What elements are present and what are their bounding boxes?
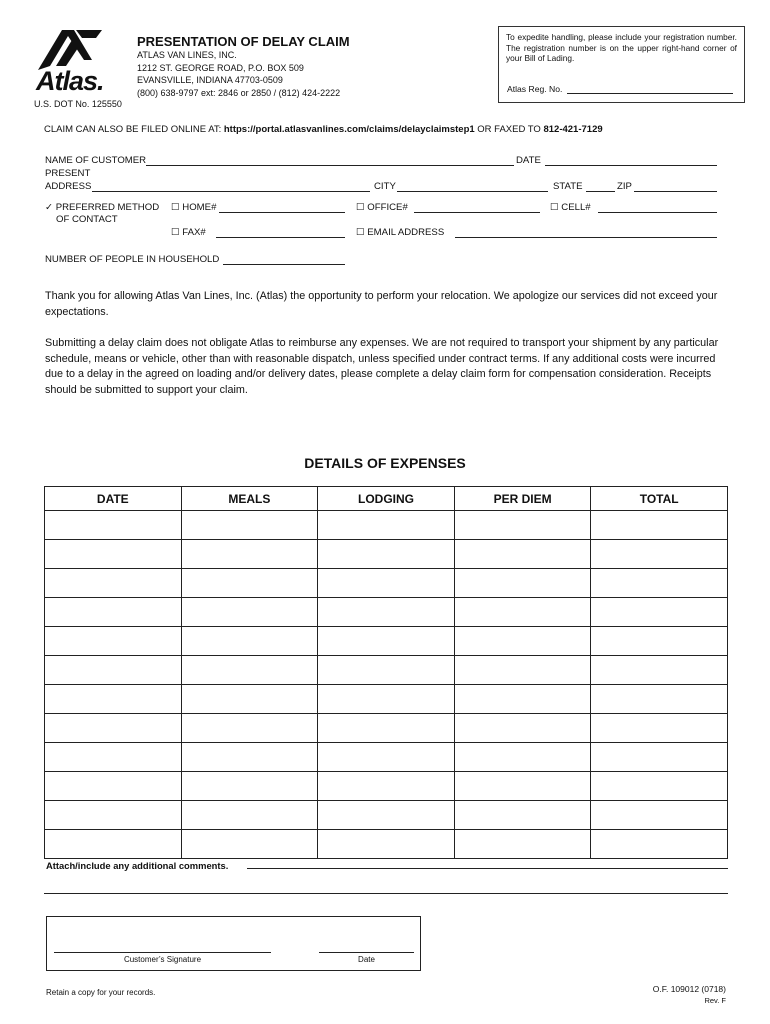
preferred-method [45, 202, 159, 213]
comments-line-2[interactable] [44, 893, 728, 894]
revision: Rev. F [704, 996, 726, 1005]
home-phone-field[interactable] [219, 212, 345, 213]
expense-cell[interactable] [454, 511, 591, 540]
company-street: 1212 ST. GEORGE ROAD, P.O. BOX 509 [137, 62, 304, 73]
registration-instructions: To expedite handling, please include your registration number. The registration number is on the upper right-hand corner of your Bill of Lading. [506, 32, 737, 63]
table-row [45, 743, 728, 772]
signature-label: Customer’s Signature [123, 955, 202, 964]
state-field[interactable] [586, 191, 615, 192]
expense-cell[interactable] [591, 801, 728, 830]
expense-cell[interactable] [181, 772, 318, 801]
expenses-title: DETAILS OF EXPENSES [304, 455, 466, 471]
state-label: STATE [553, 181, 583, 192]
claim-url-link[interactable]: https://portal.atlasvanlines.com/claims/delayclaimstep1 [223, 124, 475, 135]
expense-cell[interactable] [591, 743, 728, 772]
table-row [45, 685, 728, 714]
office-label: OFFICE# [367, 202, 408, 213]
office-checkbox[interactable]: ☐ [356, 202, 365, 213]
expense-cell[interactable] [45, 801, 182, 830]
thanks-paragraph: Thank you for allowing Atlas Van Lines, Inc. (Atlas) the opportunity to perform your relocation. We apologize our services did not exceed your expectations. [45, 290, 718, 318]
cell-label: CELL# [561, 202, 591, 213]
registration-box [498, 26, 745, 103]
online-middle: OR FAXED TO [477, 124, 541, 135]
expense-cell[interactable] [454, 569, 591, 598]
expense-cell[interactable] [181, 656, 318, 685]
reg-number-label: Atlas Reg. No. [507, 84, 563, 94]
expense-cell[interactable] [318, 511, 455, 540]
home-option [171, 202, 216, 213]
atlas-logo-text: Atlas. [36, 66, 104, 96]
signature-date-field[interactable] [319, 952, 414, 953]
expense-cell[interactable] [45, 540, 182, 569]
preferred-label: PREFERRED METHOD [55, 202, 160, 213]
fax-checkbox[interactable]: ☐ [171, 227, 180, 238]
date-label: DATE [516, 155, 541, 166]
expense-cell[interactable] [591, 656, 728, 685]
email-field[interactable] [455, 237, 717, 238]
expense-cell[interactable] [454, 540, 591, 569]
address-field[interactable] [92, 191, 370, 192]
company-city: EVANSVILLE, INDIANA 47703-0509 [137, 75, 283, 85]
expense-cell[interactable] [591, 540, 728, 569]
comments-label: Attach/include any additional comments. [46, 860, 229, 871]
email-checkbox[interactable]: ☐ [356, 227, 365, 238]
table-row [45, 569, 728, 598]
expense-cell[interactable] [591, 627, 728, 656]
fax-number: 812-421-7129 [543, 124, 603, 135]
expense-cell[interactable] [45, 569, 182, 598]
expense-cell[interactable] [318, 714, 455, 743]
expense-cell[interactable] [181, 598, 318, 627]
date-field[interactable] [545, 165, 717, 166]
fax-label: FAX# [182, 227, 206, 238]
expense-cell[interactable] [181, 830, 318, 859]
cell-option [550, 202, 591, 213]
expense-cell[interactable] [181, 511, 318, 540]
retain-note: Retain a copy for your records. [46, 988, 156, 997]
expense-cell[interactable] [318, 598, 455, 627]
company-address [137, 49, 340, 99]
city-label: CITY [374, 181, 396, 192]
name-label: NAME OF CUSTOMER [45, 155, 147, 166]
expense-cell[interactable] [181, 714, 318, 743]
zip-label: ZIP [617, 181, 632, 192]
cell-phone-field[interactable] [598, 212, 717, 213]
fax-field[interactable] [216, 237, 345, 238]
address-label: ADDRESS [45, 181, 92, 192]
table-row [45, 830, 728, 859]
expense-cell[interactable] [45, 772, 182, 801]
office-option [356, 202, 408, 213]
disclaimer-paragraph: Submitting a delay claim does not obligate Atlas to reimburse any expenses. We are not required to transport your shipment by any particular schedule, means or vehicle, other than with reasonable dispatch, unless specified under contract terms. If any additional costs were incurred due to a delay in the agreed on loading and/or delivery dates, please complete a delay claim form for compensation consideration. Receipts should be submitted to support your claim. [45, 337, 719, 396]
expense-cell[interactable] [45, 598, 182, 627]
expense-cell[interactable] [454, 714, 591, 743]
table-row [45, 772, 728, 801]
expense-cell[interactable] [45, 627, 182, 656]
expense-cell[interactable] [181, 801, 318, 830]
expense-cell[interactable] [318, 656, 455, 685]
reg-number-field[interactable] [567, 93, 733, 94]
company-phones: (800) 638-9797 ext: 2846 or 2850 / (812) 424-2222 [137, 87, 341, 98]
table-row [45, 627, 728, 656]
check-icon: ✓ [45, 202, 54, 213]
expense-cell[interactable] [45, 714, 182, 743]
company-name: ATLAS VAN LINES, INC. [137, 50, 237, 60]
expense-cell[interactable] [318, 569, 455, 598]
expense-cell[interactable] [45, 511, 182, 540]
expense-cell[interactable] [45, 830, 182, 859]
expense-cell[interactable] [318, 743, 455, 772]
office-phone-field[interactable] [414, 212, 540, 213]
expense-cell[interactable] [591, 772, 728, 801]
city-field[interactable] [397, 191, 548, 192]
column-header: LODGING [318, 487, 455, 511]
expense-cell[interactable] [591, 830, 728, 859]
expense-cell[interactable] [318, 627, 455, 656]
signature-field[interactable] [54, 952, 271, 953]
email-option [356, 227, 444, 238]
expense-cell[interactable] [45, 685, 182, 714]
home-checkbox[interactable]: ☐ [171, 202, 180, 213]
expense-cell[interactable] [454, 656, 591, 685]
table-row [45, 714, 728, 743]
expense-cell[interactable] [181, 685, 318, 714]
expense-cell[interactable] [454, 772, 591, 801]
expense-cell[interactable] [454, 743, 591, 772]
cell-checkbox[interactable]: ☐ [550, 202, 559, 213]
expense-cell[interactable] [591, 685, 728, 714]
expense-cell[interactable] [591, 598, 728, 627]
comments-line-1[interactable] [247, 868, 728, 869]
household-count-field[interactable] [223, 264, 345, 265]
expense-cell[interactable] [454, 598, 591, 627]
table-row [45, 598, 728, 627]
column-header: TOTAL [591, 487, 728, 511]
zip-field[interactable] [634, 191, 717, 192]
expense-cell[interactable] [318, 540, 455, 569]
preferred-label-2: OF CONTACT [56, 214, 118, 225]
table-row [45, 656, 728, 685]
expense-cell[interactable] [454, 801, 591, 830]
table-row [45, 540, 728, 569]
fax-option [171, 227, 206, 238]
email-label: EMAIL ADDRESS [367, 227, 445, 238]
home-label: HOME# [182, 202, 217, 213]
expense-cell[interactable] [181, 540, 318, 569]
form-number: O.F. 109012 (0718) [652, 984, 726, 994]
online-filing-line [44, 124, 603, 135]
expense-cell[interactable] [45, 656, 182, 685]
expense-cell[interactable] [181, 627, 318, 656]
expense-cell[interactable] [318, 772, 455, 801]
expense-cell[interactable] [454, 627, 591, 656]
expense-cell[interactable] [181, 569, 318, 598]
household-label: NUMBER OF PEOPLE IN HOUSEHOLD [45, 254, 220, 265]
expense-cell[interactable] [318, 830, 455, 859]
expense-cell[interactable] [591, 714, 728, 743]
present-label: PRESENT [45, 168, 91, 179]
expense-cell[interactable] [45, 743, 182, 772]
column-header: DATE [45, 487, 182, 511]
customer-name-field[interactable] [146, 165, 514, 166]
column-header: PER DIEM [454, 487, 591, 511]
expenses-table [44, 486, 728, 859]
signature-date-label: Date [358, 955, 375, 964]
expense-cell[interactable] [181, 743, 318, 772]
expense-cell[interactable] [318, 685, 455, 714]
form-title: PRESENTATION OF DELAY CLAIM [137, 34, 350, 49]
expense-cell[interactable] [454, 685, 591, 714]
expense-cell[interactable] [591, 569, 728, 598]
column-header: MEALS [181, 487, 318, 511]
table-row [45, 511, 728, 540]
expense-cell[interactable] [591, 511, 728, 540]
expenses-header-row [45, 487, 728, 511]
expense-cell[interactable] [454, 830, 591, 859]
table-row [45, 801, 728, 830]
dot-number: U.S. DOT No. 125550 [34, 99, 122, 109]
expense-cell[interactable] [318, 801, 455, 830]
online-prefix: CLAIM CAN ALSO BE FILED ONLINE AT: [44, 124, 222, 135]
